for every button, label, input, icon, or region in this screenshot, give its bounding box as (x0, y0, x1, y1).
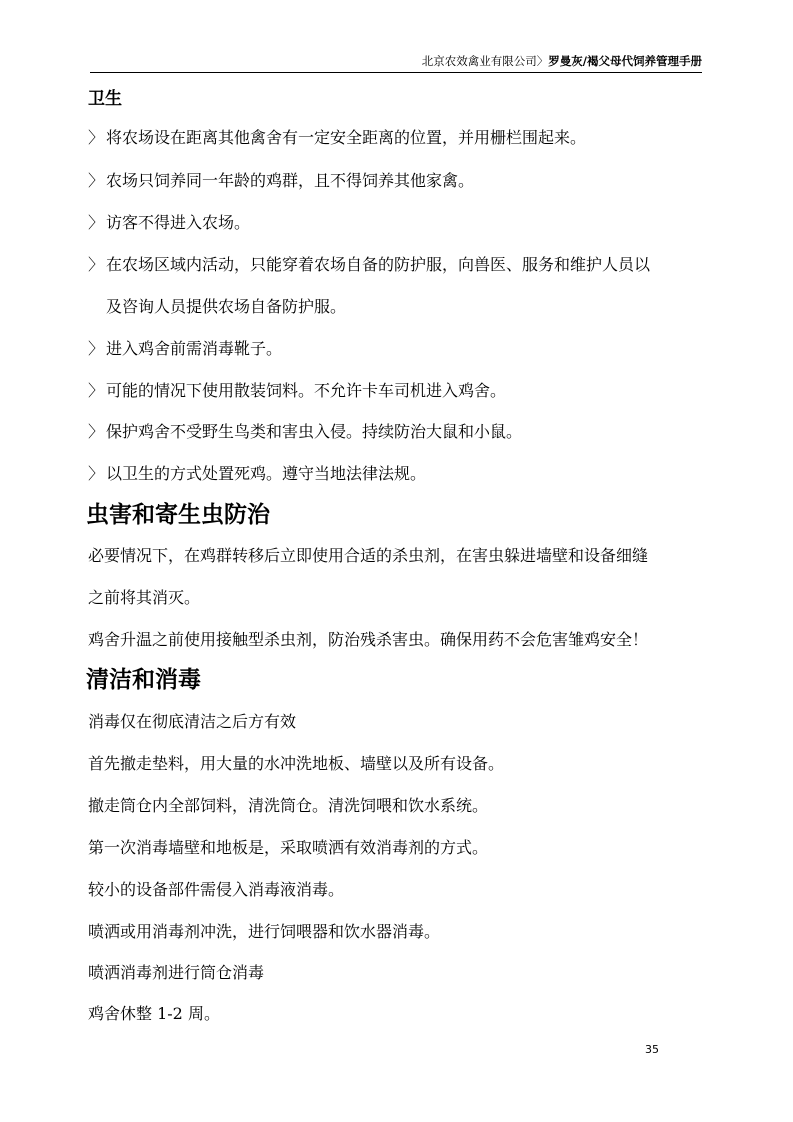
bullet-glyph: 〉 (88, 381, 105, 400)
paragraph-line: 消毒仅在彻底清洁之后方有效 (88, 712, 297, 731)
header-manual-title: 罗曼灰/褐父母代饲养管理手册 (548, 54, 702, 68)
heading-hygiene: 卫生 (88, 89, 122, 109)
list-item-text: 保护鸡舍不受野生鸟类和害虫入侵。持续防治大鼠和小鼠。 (106, 422, 523, 441)
list-item (88, 380, 506, 402)
paragraph-line: 必要情况下，在鸡群转移后立即使用合适的杀虫剂，在害虫躲进墙壁和设备细缝 (88, 546, 649, 565)
list-item-text: 进入鸡舍前需消毒靴子。 (106, 339, 283, 358)
list-item-continuation: 及咨询人员提供农场自备防护服。 (106, 297, 347, 316)
list-item (88, 254, 650, 276)
heading-pest-control: 虫害和寄生虫防治 (86, 502, 270, 528)
paragraph-line: 第一次消毒墙壁和地板是，采取喷洒有效消毒剂的方式。 (88, 838, 489, 857)
bullet-glyph: 〉 (88, 339, 105, 358)
list-item (88, 170, 474, 192)
bullet-glyph: 〉 (88, 128, 105, 147)
list-item-text: 可能的情况下使用散装饲料。不允许卡车司机进入鸡舍。 (106, 381, 507, 400)
list-item (88, 421, 522, 443)
list-item (88, 212, 250, 234)
paragraph-line: 鸡舍升温之前使用接触型杀虫剂，防治残杀害虫。确保用药不会危害雏鸡安全！ (88, 630, 649, 649)
bullet-glyph: 〉 (88, 171, 105, 190)
paragraph-line: 较小的设备部件需侵入消毒液消毒。 (88, 880, 345, 899)
page-number: 35 (645, 1043, 659, 1056)
page-header (90, 52, 702, 73)
list-item-text: 以卫生的方式处置死鸡。遵守当地法律法规。 (106, 464, 427, 483)
paragraph-line: 之前将其消灭。 (88, 588, 201, 607)
list-item-text: 将农场设在距离其他禽舍有一定安全距离的位置，并用栅栏围起来。 (106, 128, 587, 147)
heading-cleaning: 清洁和消毒 (86, 667, 201, 693)
header-separator: 〉 (536, 54, 549, 68)
paragraph-line: 喷洒或用消毒剂冲洗，进行饲喂器和饮水器消毒。 (88, 922, 441, 941)
bullet-glyph: 〉 (88, 255, 105, 274)
list-item-text: 农场只饲养同一年龄的鸡群，且不得饲养其他家禽。 (106, 171, 475, 190)
paragraph-line: 鸡舍休整 1-2 周。 (88, 1004, 220, 1023)
list-item (88, 463, 426, 485)
list-item (88, 338, 282, 360)
list-item-text: 访客不得进入农场。 (106, 213, 251, 232)
bullet-glyph: 〉 (88, 213, 105, 232)
paragraph-line: 撤走筒仓内全部饲料，清洗筒仓。清洗饲喂和饮水系统。 (88, 796, 489, 815)
paragraph-line: 喷洒消毒剂进行筒仓消毒 (88, 963, 265, 982)
list-item (88, 127, 586, 149)
bullet-glyph: 〉 (88, 464, 105, 483)
bullet-glyph: 〉 (88, 422, 105, 441)
list-item-text: 在农场区域内活动，只能穿着农场自备的防护服，向兽医、服务和维护人员以 (106, 255, 651, 274)
paragraph-line: 首先撤走垫料，用大量的水冲洗地板、墙壁以及所有设备。 (88, 754, 505, 773)
header-company: 北京农效禽业有限公司 (421, 54, 537, 68)
